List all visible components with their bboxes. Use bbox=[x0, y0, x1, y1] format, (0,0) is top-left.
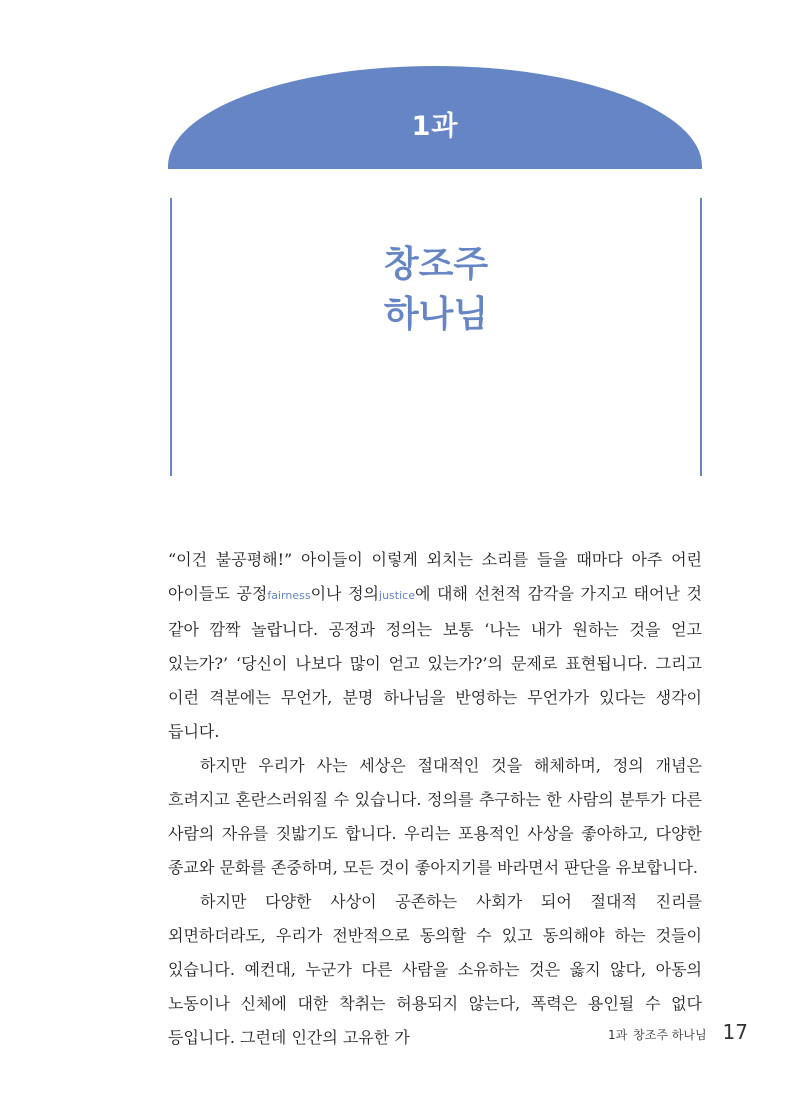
gloss-justice: justice bbox=[379, 589, 415, 602]
paragraph-3: 하지만 다양한 사상이 공존하는 사회가 되어 절대적 진리를 외면하더라도, 우리가 전반적으로 동의할 수 있고 동의해야 하는 것들이 있습니다. 예컨대, 누군가 다른 사람을 소유하는 것은 옳지 않다, 아동의 노동이나 신체에 대한 착취는 허용되지 않는다, 폭력은 용인될 수 없다 등입니다. 그런데 인간의 고유한 가 bbox=[168, 892, 702, 1047]
paragraph-1-part-b: 이나 정의 bbox=[310, 584, 380, 603]
body-text bbox=[168, 543, 702, 1055]
chapter-title bbox=[172, 240, 700, 340]
page-footer bbox=[608, 1020, 748, 1044]
lesson-label: 1과 bbox=[411, 111, 459, 142]
chapter-title-line-2: 하나님 bbox=[383, 294, 489, 335]
gloss-fairness: fairness bbox=[267, 589, 311, 602]
paragraph-1-part-a: “이건 불공평해!” 아이들이 이렇게 외치는 소리를 들을 때마다 아주 어린 아이들도 공정 bbox=[168, 550, 702, 603]
paragraph-1-part-c: 에 대해 선천적 감각을 가지고 태어난 것 같아 깜짝 놀랍니다. 공정과 정의는 보통 ‘나는 내가 원하는 것을 얻고 있는가?’ ‘당신이 나보다 많이 얻고 있는가?’의 문제로 표현됩니다. 그리고 이런 격분에는 무언가, 분명 하나님을 반영하는 무언가가 있다는 생각이 듭니다. bbox=[168, 584, 702, 741]
footer-lesson: 1과 bbox=[607, 1028, 628, 1042]
paragraph-1 bbox=[168, 543, 702, 749]
chapter-title-line-1: 창조주 bbox=[383, 244, 489, 285]
page-number: 17 bbox=[722, 1020, 748, 1044]
lesson-header-arc bbox=[168, 66, 702, 169]
footer-title: 창조주 하나님 bbox=[633, 1028, 707, 1042]
paragraph-2: 하지만 우리가 사는 세상은 절대적인 것을 해체하며, 정의 개념은 흐려지고 혼란스러워질 수 있습니다. 정의를 추구하는 한 사람의 분투가 다른 사람의 자유를 짓밟기도 합니다. 우리는 포용적인 사상을 좋아하고, 다양한 종교와 문화를 존중하며, 모든 것이 좋아지기를 바라면서 판단을 유보합니다. bbox=[168, 756, 702, 877]
frame-right-line bbox=[700, 198, 702, 476]
